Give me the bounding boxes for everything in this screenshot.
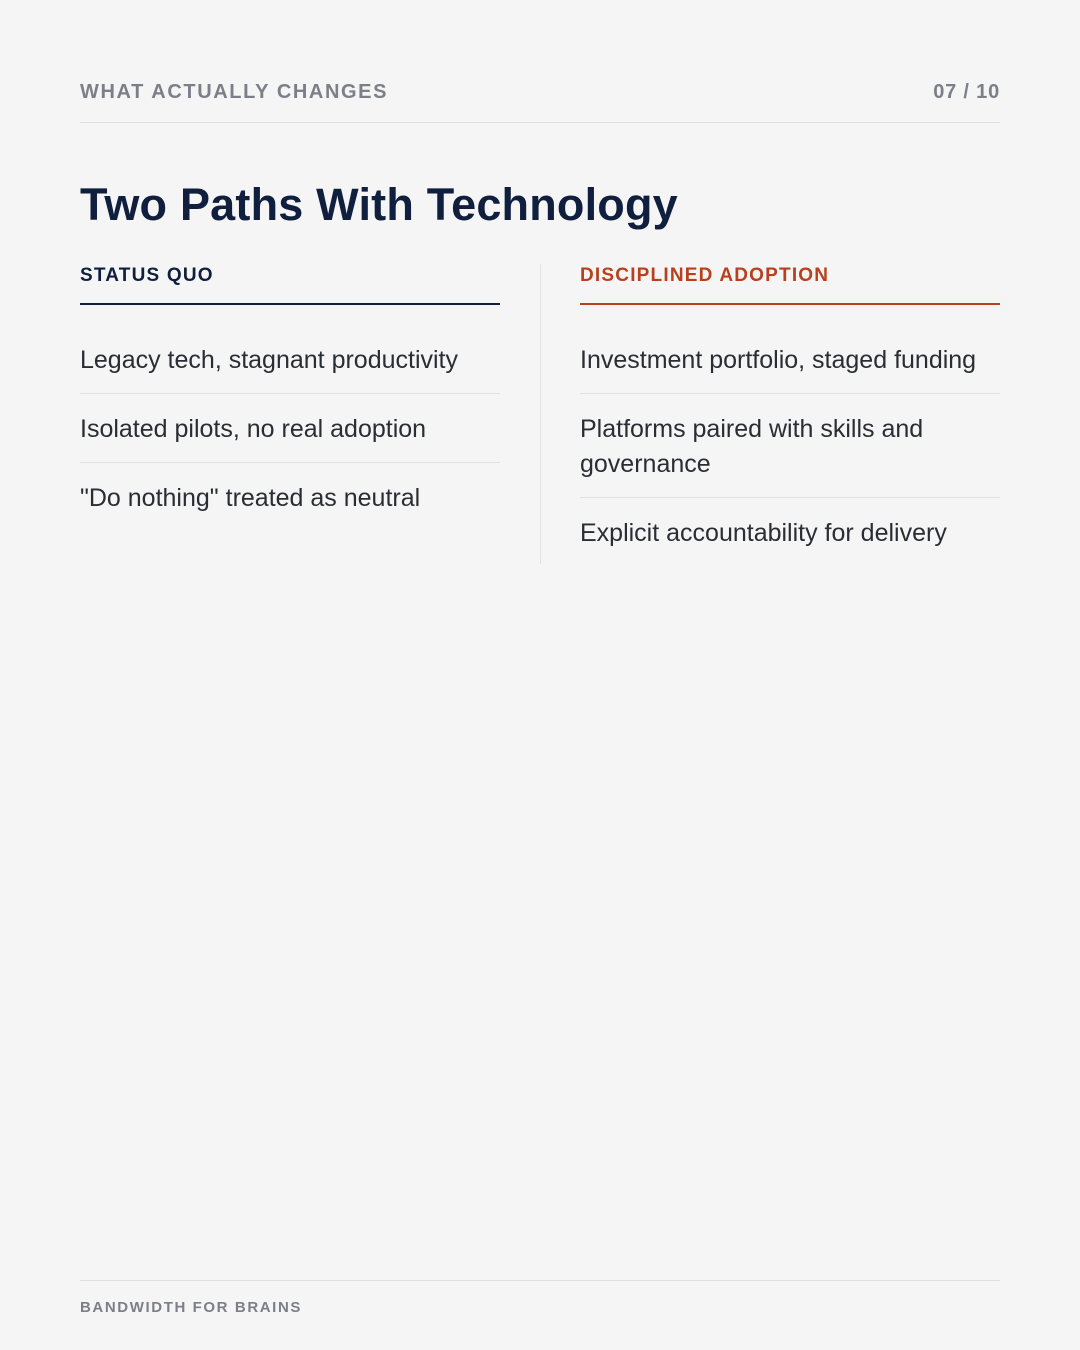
- list-item: "Do nothing" treated as neutral: [80, 484, 421, 512]
- status-quo-list: [80, 325, 500, 531]
- status-quo-column: [80, 264, 500, 531]
- disciplined-adoption-list: [580, 325, 1000, 566]
- page-title: Two Paths With Technology: [80, 179, 678, 230]
- column-heading-status-quo: STATUS QUO: [80, 264, 500, 305]
- column-divider: [540, 264, 541, 564]
- page-counter: 07 / 10: [933, 81, 1000, 103]
- list-item: Explicit accountability for delivery: [580, 519, 947, 547]
- list-item: Investment portfolio, staged funding: [580, 325, 1000, 394]
- disciplined-adoption-column: [580, 264, 1000, 566]
- list-item: Legacy tech, stagnant productivity: [80, 325, 500, 394]
- list-item: Platforms paired with skills and governance: [580, 394, 1000, 498]
- list-item: Isolated pilots, no real adoption: [80, 394, 500, 463]
- page-header: [80, 80, 1000, 123]
- column-heading-disciplined-adoption: DISCIPLINED ADOPTION: [580, 264, 1000, 305]
- page-footer: [80, 1280, 1000, 1317]
- section-eyebrow: WHAT ACTUALLY CHANGES: [80, 81, 389, 103]
- brand-name: BANDWIDTH FOR BRAINS: [80, 1299, 302, 1316]
